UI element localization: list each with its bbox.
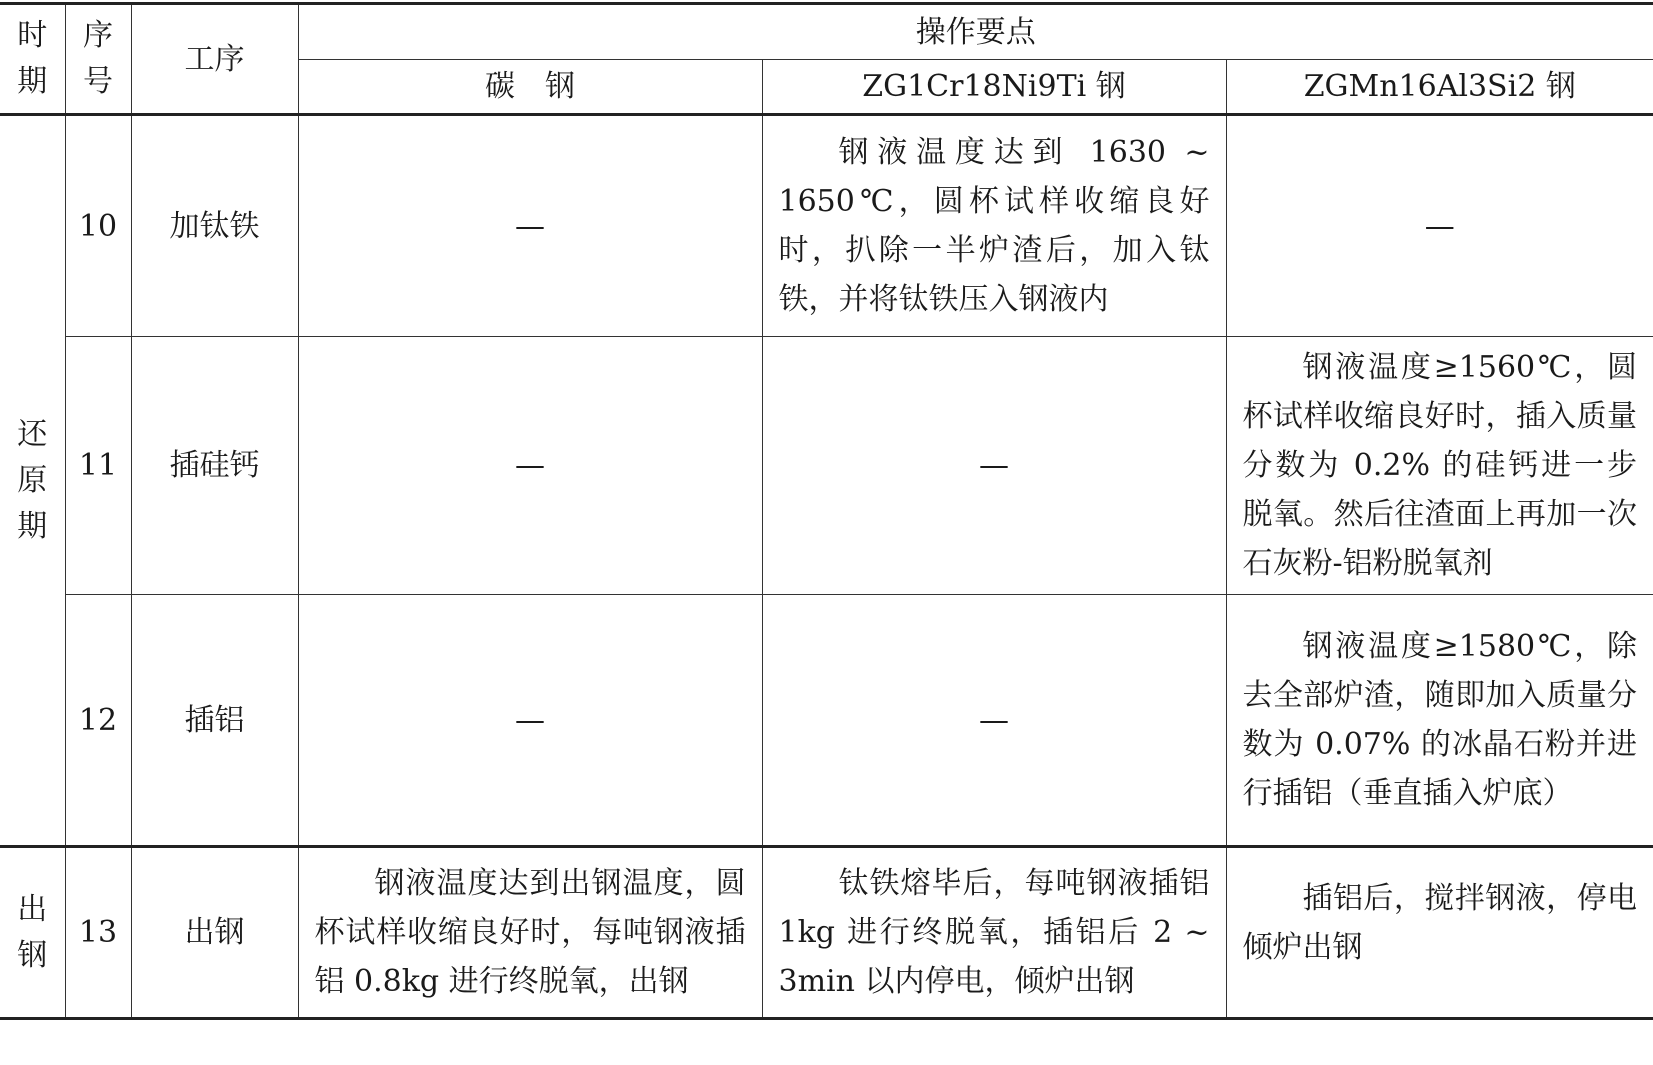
steelmaking-operations-table — [0, 2, 1653, 1020]
row-seq: 13 — [65, 847, 131, 1019]
cell-zgmn: 钢液温度≥1560℃，圆杯试样收缩良好时，插入质量分数为 0.2% 的硅钙进一步脱氧。然后往渣面上再加一次石灰粉-铝粉脱氧剂 — [1226, 337, 1653, 595]
cell-carbon: — — [298, 337, 762, 595]
cell-carbon: — — [298, 595, 762, 847]
cell-zgmn: 插铝后，搅拌钢液，停电倾炉出钢 — [1226, 847, 1653, 1019]
cell-carbon: — — [298, 115, 762, 337]
row-process: 插硅钙 — [131, 337, 298, 595]
table-row — [0, 595, 1653, 847]
cell-zg1cr: 钢液温度达到 1630 ~ 1650℃，圆杯试样收缩良好时，扒除一半炉渣后，加入钛铁，并将钛铁压入钢液内 — [762, 115, 1226, 337]
row-process: 加钛铁 — [131, 115, 298, 337]
header-period: 时 期 — [0, 4, 65, 115]
table-row — [0, 337, 1653, 595]
row-seq: 12 — [65, 595, 131, 847]
table-row — [0, 847, 1653, 1019]
header-row-1 — [0, 4, 1653, 60]
header-zgmn16al3si2: ZGMn16Al3Si2 钢 — [1226, 60, 1653, 115]
cell-zg1cr: — — [762, 595, 1226, 847]
header-carbon-steel: 碳 钢 — [298, 60, 762, 115]
row-process: 出钢 — [131, 847, 298, 1019]
cell-zg1cr: — — [762, 337, 1226, 595]
cell-carbon: 钢液温度达到出钢温度，圆杯试样收缩良好时，每吨钢液插铝 0.8kg 进行终脱氧，出钢 — [298, 847, 762, 1019]
header-seq: 序 号 — [65, 4, 131, 115]
cell-zg1cr: 钛铁熔毕后，每吨钢液插铝 1kg 进行终脱氧，插铝后 2 ~ 3min 以内停电，倾炉出钢 — [762, 847, 1226, 1019]
period-tapping: 出 钢 — [0, 847, 65, 1019]
row-seq: 10 — [65, 115, 131, 337]
cell-zgmn: — — [1226, 115, 1653, 337]
table-row — [0, 115, 1653, 337]
header-ops-group: 操作要点 — [298, 4, 1653, 60]
cell-zgmn: 钢液温度≥1580℃，除去全部炉渣，随即加入质量分数为 0.07% 的冰晶石粉并进行插铝（垂直插入炉底） — [1226, 595, 1653, 847]
header-zg1cr18ni9ti: ZG1Cr18Ni9Ti 钢 — [762, 60, 1226, 115]
header-process: 工序 — [131, 4, 298, 115]
period-reduction: 还 原 期 — [0, 115, 65, 847]
row-seq: 11 — [65, 337, 131, 595]
row-process: 插铝 — [131, 595, 298, 847]
